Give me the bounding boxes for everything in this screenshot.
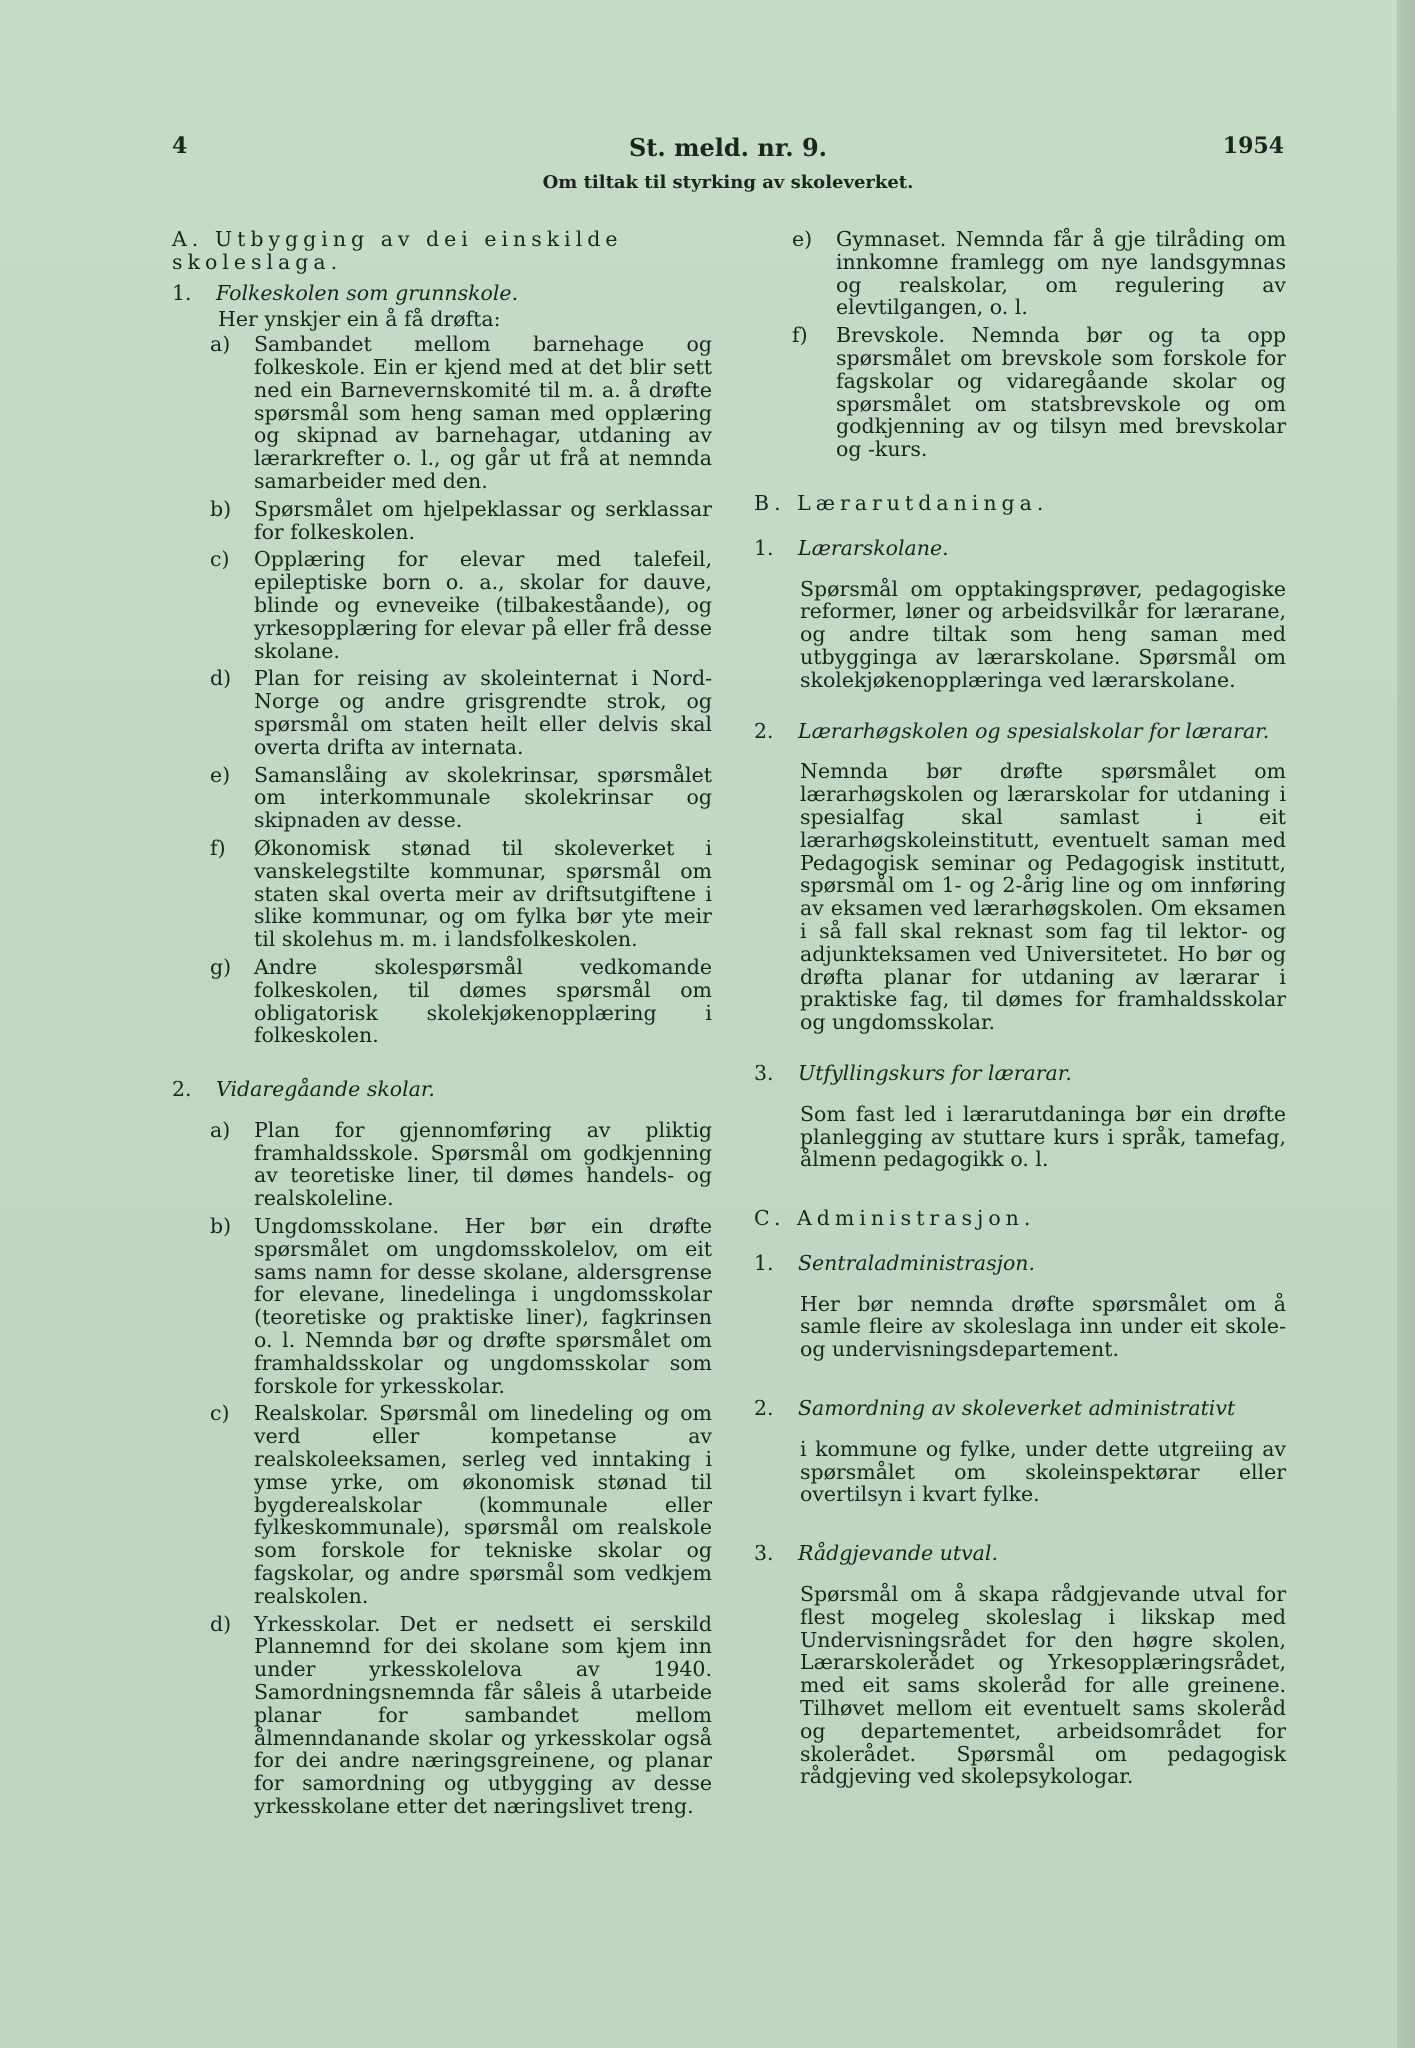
section-number: 3. <box>754 1060 774 1085</box>
item-label: a) <box>210 1117 231 1142</box>
item-text: Økonomisk stønad til skoleverket i vanskelegstilte kommunar, spørsmål om staten skal overta meir av driftsutgiftene i slike kommunar, og om fylka bør yte meir til skolehus m. m. i landsfolkeskolen. <box>254 835 712 952</box>
section-title: Lærarskolane. <box>798 535 949 560</box>
list-item <box>172 956 712 1047</box>
section-c3-text: Spørsmål om å skapa rådgjevande utval for flest mogeleg skoleslag i likskap med Undervisningsrådet for den høgre skolen, Lærarskolerådet og Yrkesopplæringsrådet, med eit sams skoleråd for alle greinene. Tilhøvet mellom eit eventuelt sams skoleråd og departementet, arbeidsområdet for skolerådet. Spørsmål om pedagogisk rådgjeving ved skolepsykologar. <box>800 1582 1286 1789</box>
section-number: 1. <box>172 280 192 305</box>
page-number: 4 <box>172 133 188 159</box>
section-title: Lærarhøgskolen og spesialskolar for lærarar. <box>798 718 1270 743</box>
section-title: Samordning av skoleverket administrativt <box>798 1396 1236 1421</box>
section-b1-text: Spørsmål om opptakingsprøver, pedagogiske reformer, løner og arbeidsvilkår for lærarane, og andre tiltak som heng saman med utbygginga av lærarskolane. Spørsmål om skolekjøkenopplæringa ved lærarskolane. <box>800 576 1286 692</box>
section-title: Vidaregåande skolar. <box>216 1077 435 1102</box>
section-a-heading: A. Utbygging av dei einskilde skoleslaga. <box>172 227 623 274</box>
item-text: Brevskole. Nemnda bør og ta opp spørsmålet om brevskole som forskole for fagskolar og vidaregåande skolar og spørsmålet om statsbrevskole og om godkjenning av og tilsyn med brevskolar og -kurs. <box>836 323 1286 462</box>
item-label: e) <box>210 762 231 787</box>
item-text: Yrkesskolar. Det er nedsett ei serskild Plannemnd for dei skolane som kjem inn under yrkesskolelova av 1940. Samordningsnemnda får såleis å utarbeide planar for sambandet mellom ålmenndanande skolar og yrkesskolar også for dei andre næringsgreinene, og planar for samordning og utbygging av desse yrkesskolane etter det næringslivet treng. <box>254 1611 712 1818</box>
item-label: d) <box>210 666 232 691</box>
section-c-heading: C. Administrasjon. <box>754 1206 1036 1231</box>
section-b1-heading <box>754 537 1286 560</box>
list-item <box>172 1402 712 1607</box>
running-header <box>172 133 1284 173</box>
list-item <box>754 324 1286 461</box>
section-number: 2. <box>754 1396 774 1421</box>
item-text: Spørsmålet om hjelpeklassar og serklassar for folkeskolen. <box>254 496 712 544</box>
item-label: c) <box>210 1401 230 1426</box>
item-label: a) <box>210 332 231 357</box>
section-b2-heading <box>754 720 1286 743</box>
item-text: Gymnaset. Nemnda får å gje tilråding om innkomne framlegg om nye landsgymnas og realskolar, om regulering av elevtilgangen, o. l. <box>836 227 1286 320</box>
right-column <box>754 228 1286 1790</box>
item-label: c) <box>210 547 230 572</box>
item-label: f) <box>210 835 226 860</box>
section-title: Utfyllingskurs for lærarar. <box>798 1060 1072 1085</box>
list-item <box>172 1119 712 1210</box>
item-text: Sambandet mellom barnehage og folkeskole. Ein er kjend med at det blir sett ned ein Barnevernskomité til m. a. å drøfte spørsmål som heng saman med opplæring og skipnad av barnehagar, utdaning av lærarkrefter o. l., og går ut frå at nemnda samarbeider med den. <box>254 332 712 493</box>
item-text: Ungdomsskolane. Her bør ein drøfte spørsmålet om ungdomsskolelov, om eit sams namn for desse skolane, aldersgrense for elevane, linedelinga i ungdomsskolar (teoretiske og praktiske liner), fagkrinsen o. l. Nemnda bør og drøfte spørsmålet om framhaldsskolar og ungdomsskolar som forskole for yrkesskolar. <box>254 1214 712 1398</box>
section-b-heading: B. Lærarutdaninga. <box>754 490 1049 515</box>
item-text: Plan for gjennomføring av pliktig framhaldsskole. Spørsmål om godkjenning av teoretiske liner, til dømes handels- og realskoleline. <box>254 1117 712 1211</box>
item-label: f) <box>792 323 808 348</box>
section-number: 2. <box>172 1077 192 1102</box>
list-item <box>172 1215 712 1397</box>
section-c1-heading <box>754 1252 1286 1275</box>
item-text: Opplæring for elevar med talefeil, epileptiske born o. a., skolar for dauve, blinde og evneveike (tilbakeståande), og yrkesopplæring for elevar på eller frå desse skolane. <box>254 547 712 663</box>
section-title: Rådgjevande utval. <box>798 1541 998 1566</box>
section-number: 1. <box>754 1250 774 1275</box>
item-text: Plan for reising av skoleinternat i Nord-Norge og andre grisgrendte strok, og spørsmål om staten heilt eller delvis skal overta drifta av internata. <box>254 666 712 759</box>
section-b3-text: Som fast led i lærarutdaninga bør ein drøfte planlegging av stuttare kurs i språk, tamefag, ålmenn pedagogikk o. l. <box>800 1101 1286 1172</box>
section-c2-heading <box>754 1397 1286 1420</box>
item-text: Samanslåing av skolekrinsar, spørsmålet om interkommunale skolekrinsar og skipnaden av desse. <box>254 762 712 833</box>
list-item <box>172 764 712 832</box>
item-text: Andre skolespørsmål vedkomande folkeskolen, til dømes spørsmål om obligatorisk skolekjøkenopplæring i folkeskolen. <box>254 954 712 1048</box>
item-label: b) <box>210 496 232 521</box>
item-label: b) <box>210 1214 232 1239</box>
section-title: Folkeskolen som grunnskole. <box>216 280 519 305</box>
section-number: 3. <box>754 1541 774 1566</box>
list-item <box>172 548 712 662</box>
list-item <box>754 228 1286 319</box>
left-column <box>172 228 712 1823</box>
item-text: Realskolar. Spørsmål om linedeling og om verd eller kompetanse av realskoleeksamen, serleg ved inntaking i ymse yrke, om økonomisk stønad til bygderealskolar (kommunale eller fylkeskommunale), spørsmål om realskole som forskole for tekniske skolar og fagskolar, og andre spørsmål som vedkjem realskolen. <box>254 1401 712 1608</box>
section-number: 2. <box>754 718 774 743</box>
section-c1-text: Her bør nemnda drøfte spørsmålet om å samle fleire av skoleslaga inn under eit skole- og undervisningsdepartement. <box>800 1291 1286 1362</box>
list-item <box>172 837 712 951</box>
section-b2-text: Nemnda bør drøfte spørsmålet om lærarhøgskolen og lærarskolar for utdaning i spesialfag skal samlast i eit lærarhøgskoleinstitutt, eventuelt saman med Pedagogisk seminar og Pedagogisk institutt, spørsmål om 1- og 2-årig line og om innføring av eksamen ved lærarhøgskolen. Om eksamen i så fall skal reknast som fag til lektor- og adjunkteksamen ved Universitetet. Ho bør og drøfta planar for utdaning av lærarar i praktiske fag, til dømes for framhaldsskolar og ungdomsskolar. <box>800 759 1286 1035</box>
publication-year: 1954 <box>1222 133 1284 159</box>
section-a2-heading <box>172 1078 712 1101</box>
item-label: d) <box>210 1611 232 1636</box>
item-label: g) <box>210 954 232 979</box>
section-a1-intro: Her ynskjer ein å få drøfta: <box>218 307 501 332</box>
list-item <box>172 1613 712 1818</box>
section-c3-heading <box>754 1542 1286 1565</box>
publication-title: St. meld. nr. 9. <box>628 133 828 162</box>
section-number: 1. <box>754 535 774 560</box>
document-subtitle: Om tiltak til styrking av skoleverket. <box>542 172 914 193</box>
item-label: e) <box>792 227 813 251</box>
page-edge-shadow <box>1397 0 1415 2048</box>
list-item <box>172 498 712 544</box>
list-item <box>172 333 712 493</box>
list-item <box>172 667 712 758</box>
section-a1-heading <box>172 282 712 305</box>
section-c2-text: i kommune og fylke, under dette utgreiing av spørsmålet om skoleinspektørar eller overtilsyn i kvart fylke. <box>800 1436 1286 1507</box>
section-title: Sentraladministrasjon. <box>798 1250 1036 1275</box>
section-b3-heading <box>754 1062 1286 1085</box>
